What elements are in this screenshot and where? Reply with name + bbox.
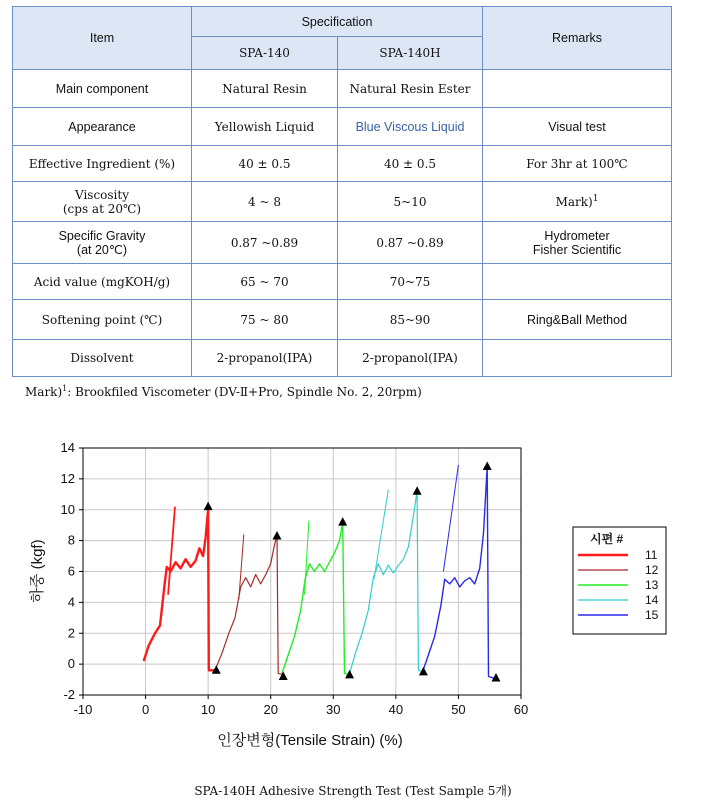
chart-caption: SPA-140H Adhesive Strength Test (Test Sample 5개)	[194, 784, 512, 798]
specification-table	[12, 6, 672, 377]
header-spa-140h: SPA-140H	[338, 37, 483, 70]
series-spike-14	[374, 490, 388, 580]
x-axis-title: 인장변형(Tensile Strain) (%)	[217, 732, 403, 749]
y-tick-label: 10	[60, 501, 75, 517]
header-remarks: Remarks	[483, 7, 672, 70]
legend-title: 시편 #	[590, 532, 624, 546]
series-line-12	[216, 534, 284, 675]
series-line-14	[350, 491, 424, 673]
series-spike-12	[239, 534, 244, 599]
y-tick-label: 14	[60, 440, 75, 455]
table-row: Softening point (℃) 75 ~ 80 85~90 Ring&Ball Method	[13, 300, 672, 340]
x-tick-label: 10	[200, 702, 216, 717]
chart-legend	[573, 527, 666, 634]
y-tick-label: 2	[67, 625, 75, 641]
x-tick-label: 60	[513, 702, 529, 717]
triangle-marker	[413, 486, 422, 495]
x-tick-label: 0	[141, 702, 150, 717]
y-tick-label: 6	[67, 563, 75, 579]
y-tick-label: 0	[67, 656, 75, 672]
series-spike-13	[305, 521, 309, 595]
triangle-marker	[204, 502, 213, 511]
legend-label-14: 14	[645, 593, 659, 607]
x-tick-label: 20	[263, 702, 278, 717]
series-spike-15	[443, 465, 458, 572]
table-row: Appearance Yellowish Liquid Blue Viscous Liquid Visual test	[13, 108, 672, 146]
legend-label-13: 13	[645, 578, 659, 592]
series-line-11	[144, 510, 215, 671]
legend-label-15: 15	[645, 608, 659, 622]
header-specification: Specification	[192, 7, 483, 37]
legend-label-12: 12	[645, 563, 659, 577]
y-tick-label: 8	[67, 532, 75, 548]
x-tick-label: 40	[388, 702, 404, 717]
y-tick-label: 12	[60, 470, 75, 486]
table-row: Specific Gravity (at 20℃) 0.87 ~0.89 0.87 ~0.89 Hydrometer Fisher Scientific	[13, 222, 672, 264]
table-row: Acid value (mgKOH/g) 65 ~ 70 70~75	[13, 264, 672, 300]
legend-label-11: 11	[645, 548, 658, 562]
tensile-strength-chart	[0, 420, 706, 770]
series-spike-11	[168, 507, 175, 595]
table-row: Viscosity (cps at 20℃) 4 ~ 8 5~10 Mark)$^1$	[13, 182, 672, 222]
y-axis-title: 하중 (kgf)	[29, 539, 46, 603]
triangle-marker	[272, 531, 281, 540]
x-tick-label: 30	[326, 702, 341, 717]
triangle-marker	[279, 671, 288, 680]
header-spa-140: SPA-140	[192, 37, 338, 70]
x-tick-label: 50	[451, 702, 466, 717]
series-line-15	[422, 467, 493, 679]
table-row: Main component Natural Resin Natural Resin Ester	[13, 70, 672, 108]
x-tick-label: -10	[73, 702, 93, 717]
table-row: Effective Ingredient (%) 40 ± 0.5 40 ± 0.5 For 3hr at 100℃	[13, 146, 672, 182]
triangle-marker	[338, 517, 347, 526]
y-tick-label: 4	[67, 594, 75, 610]
triangle-marker	[483, 462, 492, 471]
table-row: Dissolvent 2-propanol(IPA) 2-propanol(IPA)	[13, 340, 672, 377]
series-line-13	[282, 522, 350, 675]
header-item: Item	[13, 7, 192, 70]
viscometer-footnote: Mark)$^1$: Brookfiled Viscometer (DV-Ⅱ+Pro, Spindle No. 2, 20rpm)	[25, 384, 422, 399]
y-tick-label: -2	[63, 687, 75, 702]
